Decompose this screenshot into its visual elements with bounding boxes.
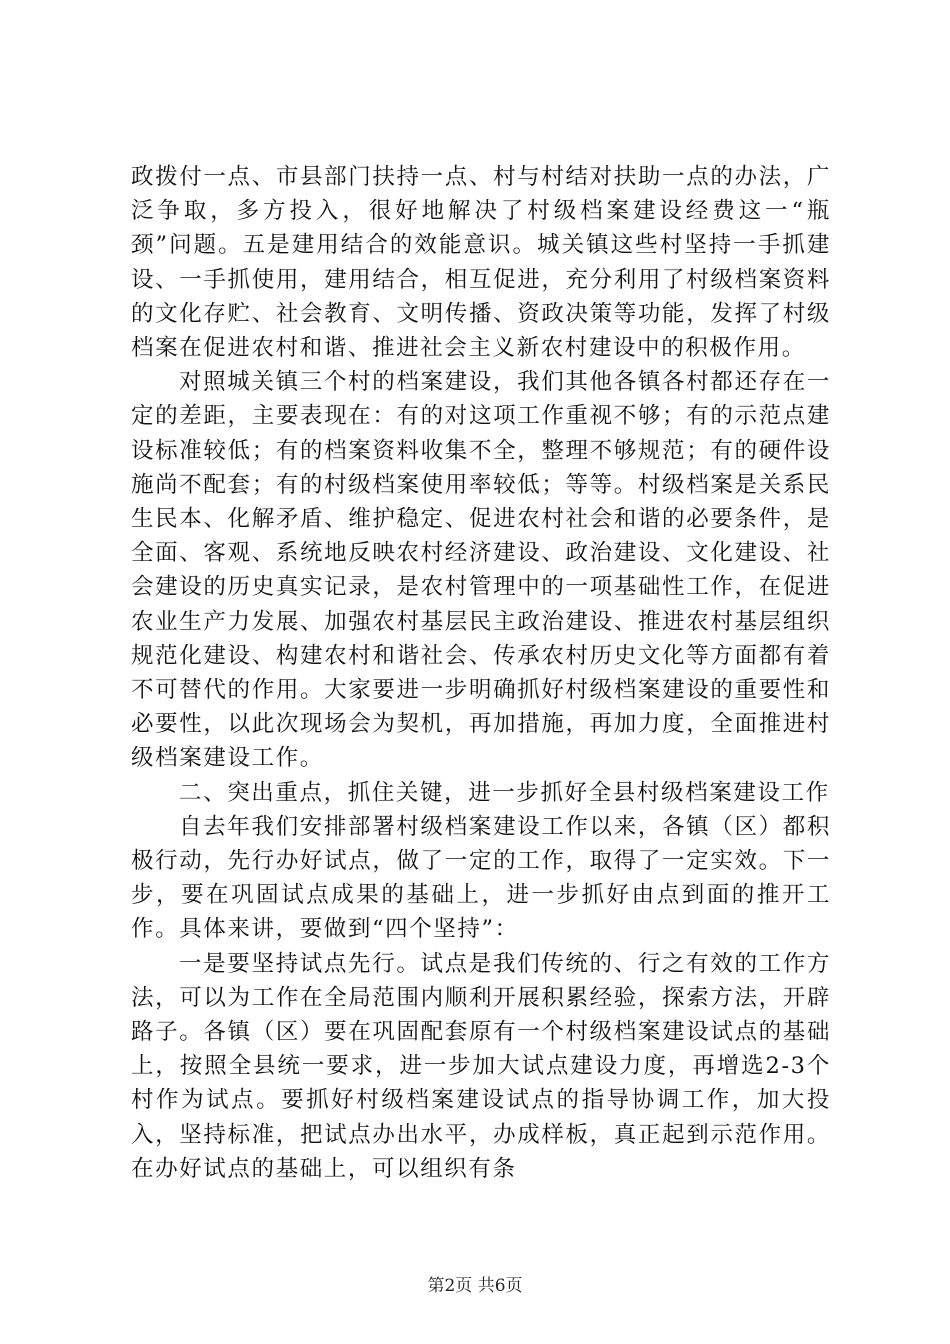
- paragraph-four-persistences: 自去年我们安排部署村级档案建设工作以来，各镇（区）都积极行动，先行办好试点，做了一定的工作，取得了一定实效。下一步，要在巩固试点成果的基础上，进一步抓好由点到面的推开工作。具体来讲，要做到“四个坚持”：: [131, 813, 831, 943]
- page-footer: 第2页 共6页: [427, 1276, 523, 1296]
- paragraph-pilot-first: 一是要坚持试点先行。试点是我们传统的、行之有效的工作方法，可以为工作在全局范围内顺利开展积累经验，探索方法，开辟路子。各镇（区）要在巩固配套原有一个村级档案建设试点的基础上，按照全县统一要求，进一步加大试点建设力度，再增选2-3个村作为试点。要抓好村级档案建设试点的指导协调工作，加大投入，坚持标准，把试点办出水平，办成样板，真正起到示范作用。在办好试点的基础上，可以组织有条: [131, 950, 831, 1182]
- section-heading-two: 二、突出重点，抓住关键，进一步抓好全县村级档案建设工作: [179, 779, 830, 806]
- paragraph-gaps-and-importance: 对照城关镇三个村的档案建设，我们其他各镇各村都还存在一定的差距，主要表现在：有的对这项工作重视不够；有的示范点建设标准较低；有的档案资料收集不全，整理不够规范；有的硬件设施尚不配套；有的村级档案使用率较低；等等。村级档案是关系民生民本、化解矛盾、维护稳定、促进农村社会和谐的必要条件，是全面、客观、系统地反映农村经济建设、政治建设、文化建设、社会建设的历史真实记录，是农村管理中的一项基础性工作，在促进农业生产力发展、加强农村基层民主政治建设、推进农村基层组织规范化建设、构建农村和谐社会、传承农村历史文化等方面都有着不可替代的作用。大家要进一步明确抓好村级档案建设的重要性和必要性，以此次现场会为契机，再加措施，再加力度，全面推进村级档案建设工作。: [131, 369, 831, 772]
- body-text: [131, 160, 831, 1186]
- paragraph-funding-and-usage: 政拨付一点、市县部门扶持一点、村与村结对扶助一点的办法，广泛争取，多方投入，很好地解决了村级档案建设经费这一“瓶颈”问题。五是建用结合的效能意识。城关镇这些村坚持一手抓建设、一手抓使用，建用结合，相互促进，充分利用了村级档案资料的文化存贮、社会教育、文明传播、资政决策等功能，发挥了村级档案在促进农村和谐、推进社会主义新农村建设中的积极作用。: [131, 164, 831, 362]
